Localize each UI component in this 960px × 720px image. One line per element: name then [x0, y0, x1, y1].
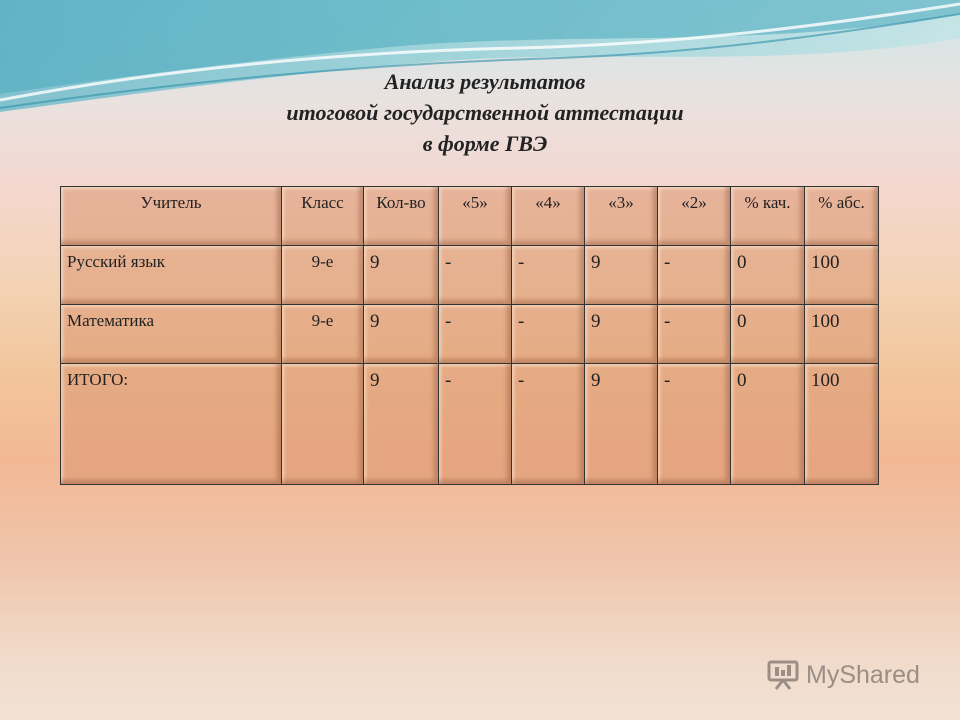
- cell-count: 9: [364, 246, 439, 305]
- cell-grade-2: -: [658, 305, 731, 364]
- cell-grade-2: -: [658, 364, 731, 485]
- header-class: Класс: [282, 187, 364, 246]
- table-row: [61, 246, 879, 305]
- cell-absolute-percent: 100: [805, 364, 879, 485]
- cell-grade-3: 9: [585, 364, 658, 485]
- header-grade-3: «3»: [585, 187, 658, 246]
- title-line-2: итоговой государственной аттестации: [286, 100, 684, 125]
- cell-grade-5: -: [439, 246, 512, 305]
- cell-grade-4: -: [512, 364, 585, 485]
- presentation-board-icon: [766, 659, 800, 691]
- header-count: Кол-во: [364, 187, 439, 246]
- cell-grade-4: -: [512, 305, 585, 364]
- header-grade-4: «4»: [512, 187, 585, 246]
- header-quality-percent: % кач.: [731, 187, 805, 246]
- table-row: [61, 305, 879, 364]
- cell-subject: Математика: [61, 305, 282, 364]
- cell-grade-3: 9: [585, 246, 658, 305]
- cell-count: 9: [364, 305, 439, 364]
- table-total-row: [61, 364, 879, 485]
- cell-grade-2: -: [658, 246, 731, 305]
- header-teacher: Учитель: [61, 187, 282, 246]
- cell-quality-percent: 0: [731, 305, 805, 364]
- title-line-1: Анализ результатов: [384, 69, 586, 94]
- header-absolute-percent: % абс.: [805, 187, 879, 246]
- cell-grade-5: -: [439, 305, 512, 364]
- slide-title: [0, 66, 960, 159]
- table-header-row: [61, 187, 879, 246]
- cell-subject: Русский язык: [61, 246, 282, 305]
- cell-quality-percent: 0: [731, 246, 805, 305]
- cell-class: [282, 364, 364, 485]
- cell-grade-4: -: [512, 246, 585, 305]
- cell-count: 9: [364, 364, 439, 485]
- cell-class: 9-е: [282, 305, 364, 364]
- header-grade-5: «5»: [439, 187, 512, 246]
- cell-absolute-percent: 100: [805, 305, 879, 364]
- watermark-text: MyShared: [806, 660, 920, 689]
- cell-quality-percent: 0: [731, 364, 805, 485]
- cell-grade-3: 9: [585, 305, 658, 364]
- results-table: [60, 186, 879, 485]
- cell-grade-5: -: [439, 364, 512, 485]
- myshared-watermark: [766, 658, 920, 692]
- header-grade-2: «2»: [658, 187, 731, 246]
- cell-total-label: ИТОГО:: [61, 364, 282, 485]
- title-line-3: в форме ГВЭ: [422, 131, 548, 156]
- cell-class: 9-е: [282, 246, 364, 305]
- cell-absolute-percent: 100: [805, 246, 879, 305]
